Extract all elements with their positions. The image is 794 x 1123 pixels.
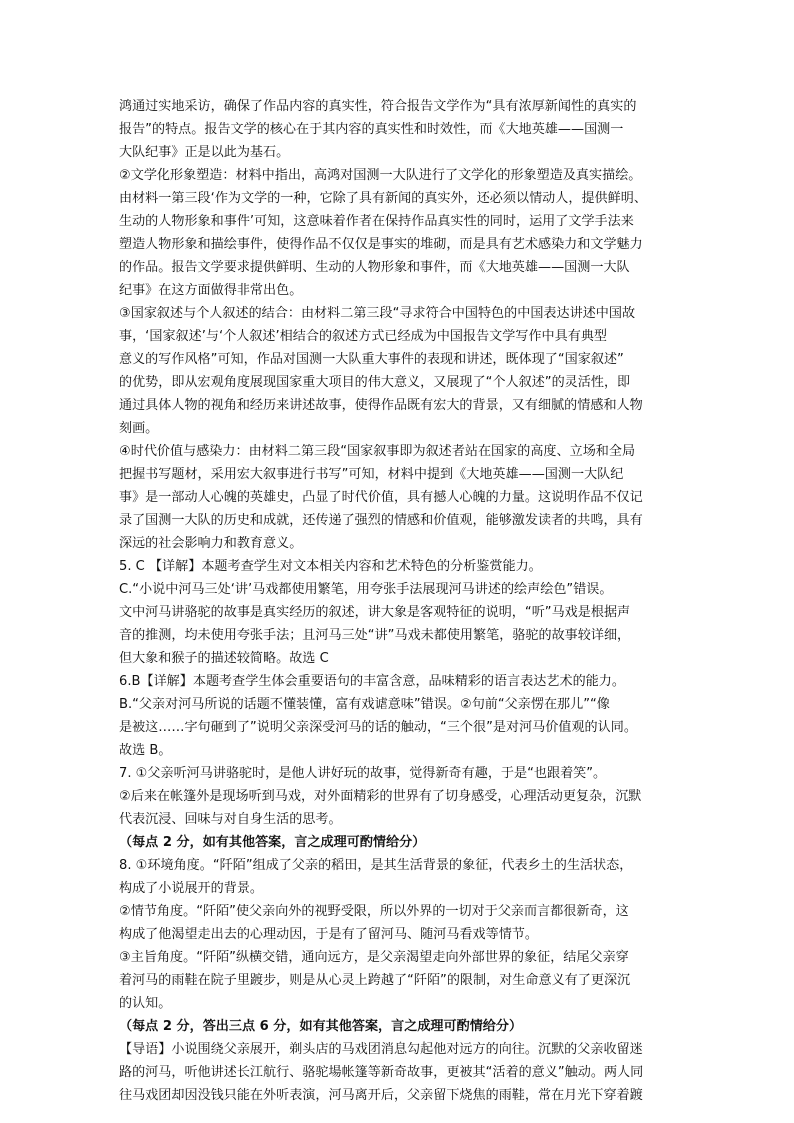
text-line: B.“父亲对河马所说的话题不懂装懂，富有戏谑意味”错误。②句前“父亲愣在那儿”“像 xyxy=(119,697,610,712)
text-line: 鸿通过实地采访，确保了作品内容的真实性，符合报告文学作为“具有浓厚新闻性的真实的 xyxy=(119,99,637,114)
text-line: 录了国测一大队的历史和成就，还传递了强烈的情感和价值观，能够激发读者的共鸣，具有 xyxy=(119,513,643,528)
text-line: 路的河马，听他讲述长江航行、骆驼場帐篷等新奇故事，更被其“活着的意义”触动。两人同 xyxy=(119,1065,644,1080)
text-line: 代表沉浸、回味与对自身生活的思考。 xyxy=(119,812,342,827)
text-line: 纪事》在这方面做得非常出色。 xyxy=(119,283,303,298)
text-line: 的认知。 xyxy=(119,996,172,1011)
text-line: 深远的社会影响力和教育意义。 xyxy=(119,536,303,551)
text-line: 6.B【详解】本题考查学生体会重要语句的丰富含意，品味精彩的语言表达艺术的能力。 xyxy=(119,674,625,689)
text-line: 大队纪事》正是以此为基石。 xyxy=(119,145,290,160)
text-line: 故选 B。 xyxy=(119,743,172,758)
document-page xyxy=(119,95,685,1107)
text-line: （每点 2 分，答出三点 6 分，如有其他答案，言之成理可酌情给分） xyxy=(119,1019,523,1034)
text-line: ③国家叙述与个人叙述的结合：由材料二第三段“寻求符合中国特色的中国表达讲述中国故 xyxy=(119,306,636,321)
text-line: ②后来在帐篷外是现场听到马戏，对外面精彩的世界有了切身感受，心理活动更复杂，沉默 xyxy=(119,789,642,804)
text-line: 事》是一部动人心魄的英雄史，凸显了时代价值，具有撼人心魄的力量。这说明作品不仅记 xyxy=(119,490,643,505)
text-line: 的作品。报告文学要求提供鲜明、生动的人物形象和事件，而《大地英雄——国测一大队 xyxy=(119,260,630,275)
text-line: 刻画。 xyxy=(119,421,159,436)
text-line: 通过具体人物的视角和经历来讲述故事，使得作品既有宏大的背景，又有细腻的情感和人物 xyxy=(119,398,643,413)
text-line: 生动的人物形象和事件’可知，这意味着作者在保持作品真实性的同时，运用了文学手法来 xyxy=(119,214,634,229)
text-line: 构成了他渴望走出去的心理动因，于是有了留河马、随河马看戏等情节。 xyxy=(119,927,538,942)
text-line: 意义的写作风格”可知，作品对国测一大队重大事件的表现和讲述，既体现了“国家叙述” xyxy=(119,352,624,367)
text-line: 事，‘国家叙述’与‘个人叙述’相结合的叙述方式已经成为中国报告文学写作中具有典型 xyxy=(119,329,608,344)
text-line: 由材料一第三段‘作为文学的一种，它除了具有新闻的真实外，还必须以情动人，提供鲜明、 xyxy=(119,191,647,206)
text-line: 往马戏团却因没钱只能在外听表演，河马离开后，父亲留下烧焦的雨鞋，常在月光下穿着踱 xyxy=(119,1088,643,1103)
text-line: 7. ①父亲听河马讲骆驼时，是他人讲好玩的故事，觉得新奇有趣，于是“也跟着笑”。 xyxy=(119,766,607,781)
text-line: ②情节角度。“阡陌”使父亲向外的视野受限，所以外界的一切对于父亲而言都很新奇，这 xyxy=(119,904,629,919)
text-line: 音的推测，均未使用夸张手法；且河马三处“讲”马戏未都使用繁笔，骆驼的故事较详细， xyxy=(119,628,631,643)
text-line: 塑造人物形象和描绘事件，使得作品不仅仅是事实的堆砌，而是具有艺术感染力和文学魅力 xyxy=(119,237,643,252)
text-line: 的优势，即从宏观角度展现国家重大项目的伟大意义，又展现了“个人叙述”的灵活性，即 xyxy=(119,375,631,390)
text-line: 但大象和猴子的描述较简略。故选 C xyxy=(119,651,329,666)
text-line: ④时代价值与感染力：由材料二第三段“国家叙事即为叙述者站在国家的高度、立场和全局 xyxy=(119,444,636,459)
text-line: 5. C 【详解】本题考查学生对文本相关内容和艺术特色的分析鉴赏能力。 xyxy=(119,559,542,574)
text-line: （每点 2 分，如有其他答案，言之成理可酌情给分） xyxy=(119,835,426,850)
text-line: ③主旨角度。“阡陌”纵横交错，通向远方，是父亲渴望走向外部世界的象征，结尾父亲穿 xyxy=(119,950,629,965)
text-line: 把握书写题材，采用宏大叙事进行书写”可知，材料中提到《大地英雄——国测一大队纪 xyxy=(119,467,624,482)
text-line: 是被这……字句砸到了”说明父亲深受河马的话的触动，“三个很”是对河马价值观的认同。 xyxy=(119,720,637,735)
text-line: 【导语】小说围绕父亲展开，剃头店的马戏团消息勾起他对远方的向往。沉默的父亲收留迷 xyxy=(119,1042,643,1057)
text-line: 着河马的雨鞋在院子里踱步，则是从心灵上跨越了“阡陌”的限制，对生命意义有了更深沉 xyxy=(119,973,631,988)
text-line: 报告”的特点。报告文学的核心在于其内容的真实性和时效性，而《大地英雄——国测一 xyxy=(119,122,624,137)
text-line: C.“小说中河马三处‘讲’马戏都使用繁笔，用夸张手法展现河马讲述的绘声绘色”错误。 xyxy=(119,582,613,597)
text-line: ②文学化形象塑造：材料中指出，高鸿对国测一大队进行了文学化的形象塑造及真实描绘。 xyxy=(119,168,642,183)
text-line: 文中河马讲骆驼的故事是真实经历的叙述，讲大象是客观特征的说明，“听”马戏是根据声 xyxy=(119,605,631,620)
text-line: 构成了小说展开的背景。 xyxy=(119,881,264,896)
text-line: 8. ①环境角度。“阡陌”组成了父亲的稻田，是其生活背景的象征，代表乡土的生活状态， xyxy=(119,858,633,873)
